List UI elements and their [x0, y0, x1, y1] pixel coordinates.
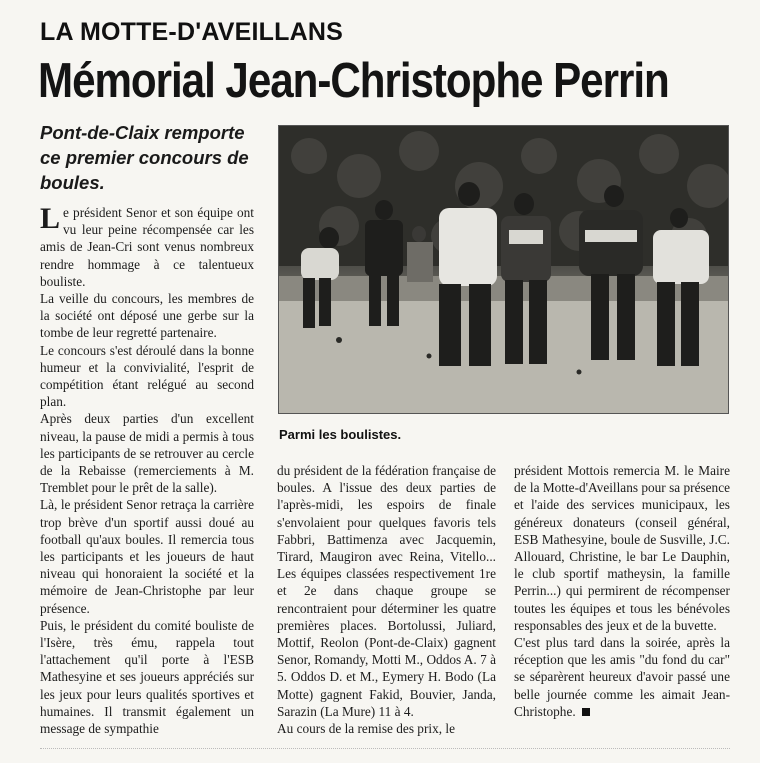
paragraph-1-text: e président Senor et son équipe ont vu leur peine récompensée car les amis de Jean-Cri sont venus nombreux rendre hommage à ce talentueux bouliste.	[40, 205, 254, 289]
end-of-article-mark	[582, 708, 590, 716]
section-kicker: LA MOTTE-D'AVEILLANS	[40, 18, 343, 46]
article-deck: Pont-de-Claix remporte ce premier concours de boules.	[40, 122, 249, 193]
paragraph-5: Là, le président Senor retraça la carrière trop brève d'un sportif aussi doué au football qu'aux boules. Il remercia tous les participants et les joueurs de haut niveau qui honoraient la société et la mémoire de Jean-Christophe par leur présence.	[40, 497, 254, 616]
drop-cap: L	[40, 202, 61, 235]
paragraph-4: Après deux parties d'un excellent niveau, la pause de midi a permis à tous les participants de se retrouver au cercle de la Rebaisse (remerciements à M. Tremblet pour le prêt de la salle).	[40, 411, 254, 496]
paragraph-6: Puis, le président du comité bouliste de l'Isère, très ému, rappela tout l'attachement qu'il porte à l'ESB Mathesyine et ses joueurs appréciés sur les jeux pour leurs qualités sportives et humaines. Il transmit également un message de sympathie	[40, 617, 254, 737]
paragraph-1	[40, 204, 254, 290]
paragraph-10-text: C'est plus tard dans la soirée, après la réception que les amis "du fond du car" se séparèrent heureux d'avoir passé une belle journée comme les aimait Jean-Christophe.	[514, 635, 730, 719]
paragraph-9: président Mottois remercia M. le Maire de la Motte-d'Aveillans pour sa présence et l'aide des services municipaux, les généreux donateurs (conseil général, ESB Mathesyine, boule de Susville, J.C. Allouard, Christine, le bar Le Dauphin, le club sportif matheysin, la famille Perrin...) qui permirent de récompenser toutes les équipes et tous les bénévoles responsables des jeux et de la buvette.	[514, 463, 730, 633]
paragraph-10	[514, 634, 730, 720]
paragraph-8: Au cours de la remise des prix, le	[277, 721, 455, 737]
photo-caption: Parmi les boulistes.	[279, 427, 402, 442]
paragraph-3: Le concours s'est déroulé dans la bonne humeur et la convivialité, l'esprit de compétition étant relégué au second plan.	[40, 342, 254, 410]
bottom-rule	[40, 748, 730, 750]
article-photo	[278, 125, 729, 414]
boules-players-photo	[279, 126, 728, 413]
article-headline: Mémorial Jean-Christophe Perrin	[38, 54, 669, 108]
article-column-3	[514, 462, 730, 720]
article-column-1	[40, 204, 254, 737]
paragraph-7: du président de la fédération française de boules. A l'issue des deux parties de l'après-midi, les espoirs de finale s'envolaient pour quelques favoris tels Fabbri, Battimenza avec Jacquemin, Tirard, Maugiron avec Reina, Vitello... Les équipes classées respectivement 1re et 2e dans chaque groupe se rencontraient pour déterminer les quatre premières places. Bortolussi, Juliard, Mottif, Reolon (Pont-de-Claix) gagnent Senor, Romandy, Motti M., Oddos A. 7 à 5. Oddos D. et M., Eymery H. Bodo (La Motte) gagnent Fakid, Bouvier, Janda, Sarazin (La Mure) 11 à 4.	[277, 463, 496, 719]
paragraph-2: La veille du concours, les membres de la société ont déposé une gerbe sur la tombe de leur regretté partenaire.	[40, 291, 254, 341]
article-column-2	[277, 462, 496, 737]
